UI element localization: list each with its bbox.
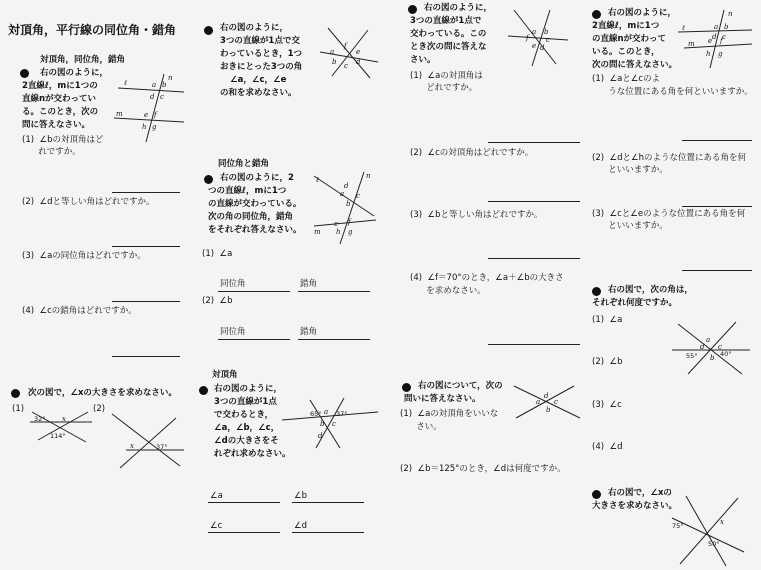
q3-sakkaku-label: 錯角 (300, 279, 318, 289)
fig-label: c (722, 33, 726, 41)
fig-label: g (718, 50, 723, 58)
question-bullet (204, 26, 213, 35)
fig-label: e (334, 220, 339, 228)
q5-intro-3: ∠a，∠b，∠c， (214, 423, 280, 433)
q1-intro-4: 問に答えなさい。 (22, 120, 91, 130)
fig-label: b (320, 420, 325, 428)
q1-intro-3: る。このとき，次の (22, 107, 99, 117)
q1-problem-1: (1) ∠bの対頂角はど (22, 135, 104, 145)
answer-line[interactable] (682, 140, 752, 141)
answer-line[interactable] (292, 532, 364, 533)
answer-line[interactable] (488, 344, 580, 345)
q3-sakkaku-label: 錯角 (300, 327, 318, 337)
q5-subtitle: 対頂角 (212, 370, 238, 380)
q3-douikaku-label: 同位角 (220, 327, 246, 337)
fig-label: f (526, 34, 529, 42)
q1-intro-2: 直線nが交わってい (22, 94, 96, 104)
q8-intro-3: いる。このとき， (592, 47, 660, 57)
fig-label: a (706, 336, 711, 344)
fig-label: n (728, 10, 733, 18)
fig-label: f (348, 218, 351, 226)
q6-problem-4: (4) ∠f＝70°のとき，∠a＋∠bの大きさ (410, 273, 564, 283)
answer-line[interactable] (488, 201, 580, 202)
fig-label: a (536, 398, 541, 406)
q1-problem-4: (4) ∠cの錯角はどれですか。 (22, 306, 137, 316)
fig-label: 65° (310, 410, 322, 418)
fig-label: a (714, 23, 719, 31)
fig-label: a (324, 408, 329, 416)
q2-intro-5: の和を求めなさい。 (220, 88, 297, 98)
q2-three-lines-figure (318, 24, 380, 80)
q5-intro-1: 3つの直線が1点 (214, 397, 277, 407)
fig-label: 50° (708, 540, 720, 548)
answer-line[interactable] (488, 258, 580, 259)
q4-figure-2 (110, 412, 186, 472)
q7-problem-2: (2) ∠b＝125°のとき，∠dは何度ですか。 (400, 464, 566, 474)
q10-intro-1: 大きさを求めなさい。 (592, 501, 678, 511)
q3-problem-1: (1) ∠a (202, 249, 233, 259)
fig-label: a (532, 28, 537, 36)
fig-label: 55° (686, 352, 698, 360)
answer-line[interactable] (298, 339, 370, 340)
fig-label: e (144, 111, 149, 119)
q6-problem-2: (2) ∠cの対頂角はどれですか。 (410, 148, 534, 158)
q5-answer-d: ∠d (294, 521, 308, 531)
fig-label: c (332, 420, 336, 428)
answer-line[interactable] (112, 356, 180, 357)
answer-line[interactable] (218, 291, 290, 292)
fig-label: ℓ (682, 24, 685, 32)
answer-line[interactable] (488, 142, 580, 143)
fig-label: d (544, 392, 549, 400)
q1-subtitle: 対頂角，同位角，錯角 (40, 55, 126, 65)
q9-intro-1: それぞれ何度ですか。 (592, 298, 678, 308)
fig-label: ℓ (124, 79, 127, 87)
fig-label: c (546, 36, 550, 44)
q3-douikaku-label: 同位角 (220, 279, 246, 289)
q8-intro-4: 次の問に答えなさい。 (592, 60, 678, 70)
q3-subtitle: 同位角と錯角 (218, 159, 270, 169)
q8-problem-2-cont: といいますか。 (592, 165, 668, 175)
q5-answer-c: ∠c (210, 521, 223, 531)
fig-label: d (318, 432, 323, 440)
fig-label: n (366, 172, 371, 180)
question-bullet (204, 175, 213, 184)
q3-intro-2: の直線が交わっている。 (208, 199, 302, 209)
fig-label: h (336, 228, 341, 236)
q5-answer-a: ∠a (210, 491, 223, 501)
q6-problem-4-cont: を求めなさい。 (410, 286, 486, 296)
q6-problem-1-cont: どれですか。 (410, 83, 478, 93)
q1-problem-1-cont: れですか。 (22, 147, 81, 157)
fig-label: h (706, 50, 711, 58)
q7-intro-1: 問いに答えなさい。 (404, 394, 481, 404)
q6-intro-4: さい。 (410, 55, 436, 65)
fig-label: b (162, 81, 167, 89)
q6-problem-1: (1) ∠aの対頂角は (410, 71, 483, 81)
fig-label: e (356, 48, 361, 56)
q5-intro-0: 右の図のように， (214, 384, 283, 394)
q5-intro-2: で交わるとき， (214, 410, 274, 420)
q4-intro: 次の図で，∠xの大きさを求めなさい。 (28, 388, 177, 398)
q6-three-lines-figure (506, 8, 570, 68)
q2-intro-1: 3つの直線が1点で交 (220, 36, 300, 46)
q7-problem-1: (1) ∠aの対頂角をいいな (400, 409, 499, 419)
fig-label: h (142, 123, 147, 131)
q8-problem-2: (2) ∠dと∠hのような位置にある角を何 (592, 153, 746, 163)
q9-problem-3: (3) ∠c (592, 400, 622, 410)
q5-answer-b: ∠b (294, 491, 308, 501)
q1-intro-0: 右の図のように， (40, 68, 109, 78)
q7-intro-0: 右の図について，次の (418, 381, 503, 391)
answer-line[interactable] (208, 502, 280, 503)
fig-label: m (314, 228, 321, 236)
fig-label: f (344, 42, 347, 50)
fig-label: a (340, 190, 345, 198)
fig-label: e (532, 42, 537, 50)
q1-intro-1: 2直線ℓ，mに1つの (22, 81, 98, 91)
question-bullet (11, 389, 20, 398)
q6-problem-3: (3) ∠bと等しい角はどれですか。 (410, 210, 543, 220)
q8-problem-1-cont: うな位置にある角を何といいますか。 (592, 87, 753, 97)
fig-label: b (332, 58, 337, 66)
q3-intro-3: 次の角の同位角，錯角 (208, 212, 294, 222)
fig-label: f (720, 37, 723, 45)
question-bullet (402, 383, 411, 392)
fig-label: b (544, 28, 549, 36)
q8-intro-2: の直線nが交わって (592, 34, 666, 44)
q9-problem-1: (1) ∠a (592, 315, 623, 325)
q4-label-1: (1) (12, 404, 25, 414)
q3-intro-0: 右の図のように，2 (220, 173, 294, 183)
answer-line[interactable] (682, 206, 752, 207)
q1-parallel-lines-figure (110, 72, 188, 144)
question-bullet (592, 490, 601, 499)
fig-label: 40° (720, 350, 732, 358)
worksheet-title: 対頂角，平行線の同位角・錯角 (8, 23, 177, 37)
q8-intro-1: 2直線ℓ，mに1つ (592, 21, 660, 31)
fig-label: d (356, 58, 361, 66)
answer-line[interactable] (682, 270, 752, 271)
q8-problem-3-cont: といいますか。 (592, 221, 668, 231)
question-bullet (408, 5, 417, 14)
q10-three-lines-figure (666, 494, 746, 568)
q3-problem-2: (2) ∠b (202, 296, 233, 306)
fig-label: 37° (156, 443, 168, 451)
fig-label: 114° (50, 432, 66, 440)
fig-label: b (724, 23, 729, 31)
question-bullet (20, 69, 29, 78)
fig-label: b (546, 406, 551, 414)
q6-intro-0: 右の図のように， (424, 3, 493, 13)
question-bullet (592, 287, 601, 296)
q8-parallel-lines-figure (676, 8, 754, 70)
fig-label: d (344, 182, 349, 190)
q2-intro-0: 右の図のように， (220, 23, 289, 33)
answer-line[interactable] (208, 532, 280, 533)
q5-three-lines-figure (280, 394, 380, 450)
q8-problem-3: (3) ∠cと∠eのような位置にある角を何 (592, 209, 746, 219)
answer-line[interactable] (112, 246, 180, 247)
question-bullet (199, 386, 208, 395)
fig-label: e (708, 37, 713, 45)
answer-line[interactable] (112, 301, 180, 302)
fig-label: x (130, 442, 134, 450)
fig-label: c (356, 192, 360, 200)
fig-label: c (344, 62, 348, 70)
fig-label: m (116, 110, 123, 118)
fig-label: a (330, 48, 335, 56)
fig-label: d (540, 44, 545, 52)
q5-intro-5: れぞれ求めなさい。 (214, 449, 291, 459)
q3-intro-4: をそれぞれ答えなさい。 (208, 225, 302, 235)
answer-line[interactable] (112, 192, 180, 193)
q6-intro-2: 交わっている。この (410, 29, 487, 39)
q3-intro-1: つの直線ℓ，mに1つ (208, 186, 287, 196)
q9-problem-4: (4) ∠d (592, 442, 623, 452)
fig-label: x (720, 518, 724, 526)
q7-problem-1-cont: さい。 (400, 422, 442, 432)
q4-figure-1 (28, 408, 94, 444)
fig-label: d (150, 93, 155, 101)
fig-label: f (154, 111, 157, 119)
fig-label: d (700, 343, 705, 351)
fig-label: 37° (336, 410, 348, 418)
q2-intro-3: おきにとった3つの角 (220, 62, 303, 72)
fig-label: g (152, 123, 157, 131)
fig-label: 75° (672, 522, 684, 530)
fig-label: c (160, 93, 164, 101)
question-bullet (592, 10, 601, 19)
fig-label: a (152, 81, 157, 89)
fig-label: n (168, 74, 173, 82)
q4-label-2: (2) (93, 404, 106, 414)
q2-intro-2: わっているとき，1つ (220, 49, 302, 59)
fig-label: x (62, 415, 66, 423)
fig-label: d (712, 33, 717, 41)
q2-intro-4: ∠a，∠c，∠e (230, 75, 287, 85)
fig-label: g (348, 228, 353, 236)
q6-intro-3: とき次の問に答えな (410, 42, 487, 52)
q7-two-lines-figure (512, 384, 582, 420)
answer-line[interactable] (218, 339, 290, 340)
fig-label: 32° (34, 415, 46, 423)
q6-intro-1: 3つの直線が1点で (410, 16, 482, 26)
q10-intro-0: 右の図で，∠xの (608, 488, 672, 498)
q1-problem-3: (3) ∠aの同位角はどれですか。 (22, 251, 146, 261)
q3-parallel-lines-figure (312, 168, 378, 246)
fig-label: c (554, 398, 558, 406)
fig-label: c (718, 343, 722, 351)
fig-label: b (710, 354, 715, 362)
fig-label: b (346, 200, 351, 208)
answer-line[interactable] (298, 291, 370, 292)
q1-problem-2: (2) ∠dと等しい角はどれですか。 (22, 197, 155, 207)
fig-label: ℓ (316, 176, 319, 184)
q9-three-lines-figure (670, 318, 752, 376)
q5-intro-4: ∠dの大きさをそ (214, 436, 279, 446)
q8-problem-1: (1) ∠aと∠cのよ (592, 74, 661, 84)
fig-label: m (688, 40, 695, 48)
answer-line[interactable] (292, 502, 364, 503)
q9-problem-2: (2) ∠b (592, 357, 623, 367)
q8-intro-0: 右の図のように， (608, 8, 677, 18)
q9-intro-0: 右の図で，次の角は， (608, 285, 693, 295)
